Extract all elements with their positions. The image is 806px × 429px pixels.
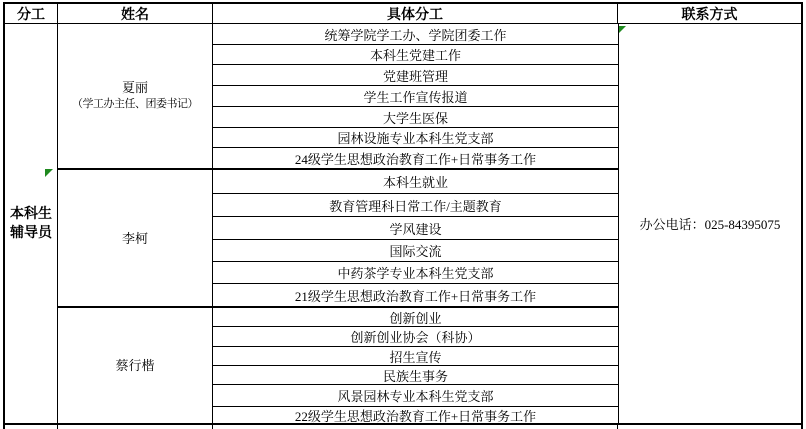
table-header-row: [5, 4, 801, 24]
duty-row: 大学生医保: [213, 107, 618, 128]
name-cell-like: [58, 170, 213, 306]
duty-row: 21级学生思想政治教育工作+日常事务工作: [294, 288, 537, 304]
cell-error-flag-icon: [619, 26, 626, 33]
duty-row: 党建班管理: [213, 65, 618, 86]
duty-row: 学生工作宣传报道: [213, 86, 618, 107]
duty-row: 招生宣传: [213, 347, 618, 366]
cutoff-row-gridline: [801, 425, 803, 429]
group-xiali: [58, 24, 618, 168]
duty-row: 教育管理科日常工作/主题教育: [213, 194, 618, 217]
role-line-2: 辅导员: [10, 225, 52, 241]
person-name: 夏丽: [121, 80, 148, 95]
person-name: 蔡行楷: [115, 358, 155, 373]
duty-row: 民族生事务: [213, 366, 618, 385]
duty-table: [3, 2, 803, 425]
cell-error-flag-icon: [45, 169, 53, 177]
cutoff-row-gridline: [617, 425, 618, 429]
table-body-row: [5, 24, 801, 423]
person-title: （学工办主任、团委书记）: [72, 98, 198, 110]
duty-row: 创新创业协会（科协）: [213, 327, 618, 347]
contact-cell: 办公电话：025-84395075: [639, 217, 781, 232]
cutoff-row-gridline: [57, 425, 58, 429]
duty-row: 风景园林专业本科生党支部: [213, 385, 618, 407]
role-line-1: 本科生: [10, 206, 52, 222]
duty-row: 园林设施专业本科生党支部: [213, 128, 618, 148]
name-cell-caixingkai: [58, 308, 213, 423]
duty-row: 国际交流: [213, 240, 618, 262]
duty-row: 学风建设: [213, 217, 618, 240]
cutoff-row-gridline: [3, 425, 5, 429]
duty-row: 24级学生思想政治教育工作+日常事务工作: [294, 151, 537, 167]
role-cell-undergrad-counselor: [5, 24, 58, 423]
duty-row: 中药茶学专业本科生党支部: [213, 262, 618, 284]
header-cell-contact: 联系方式: [681, 7, 738, 23]
duty-row: 统筹学院学工办、学院团委工作: [213, 24, 618, 45]
name-cell-xiali: [58, 24, 213, 168]
duty-row: 22级学生思想政治教育工作+日常事务工作: [294, 408, 537, 424]
header-cell-specific-duties: 具体分工: [213, 4, 618, 23]
group-like: [58, 168, 618, 306]
person-name: 李柯: [121, 230, 148, 246]
group-caixingkai: [58, 306, 618, 423]
duty-row: 本科生就业: [213, 170, 618, 194]
header-cell-division: 分工: [5, 4, 58, 23]
duty-row: 创新创业: [213, 308, 618, 327]
duty-row: 本科生党建工作: [213, 45, 618, 65]
duties-list-xiali: [213, 24, 618, 168]
duties-list-like: [213, 170, 618, 306]
name-and-duties-columns: [58, 24, 619, 423]
cutoff-row-gridline: [212, 425, 213, 429]
duties-list-caixingkai: [213, 308, 618, 423]
header-cell-name: 姓名: [58, 4, 213, 23]
